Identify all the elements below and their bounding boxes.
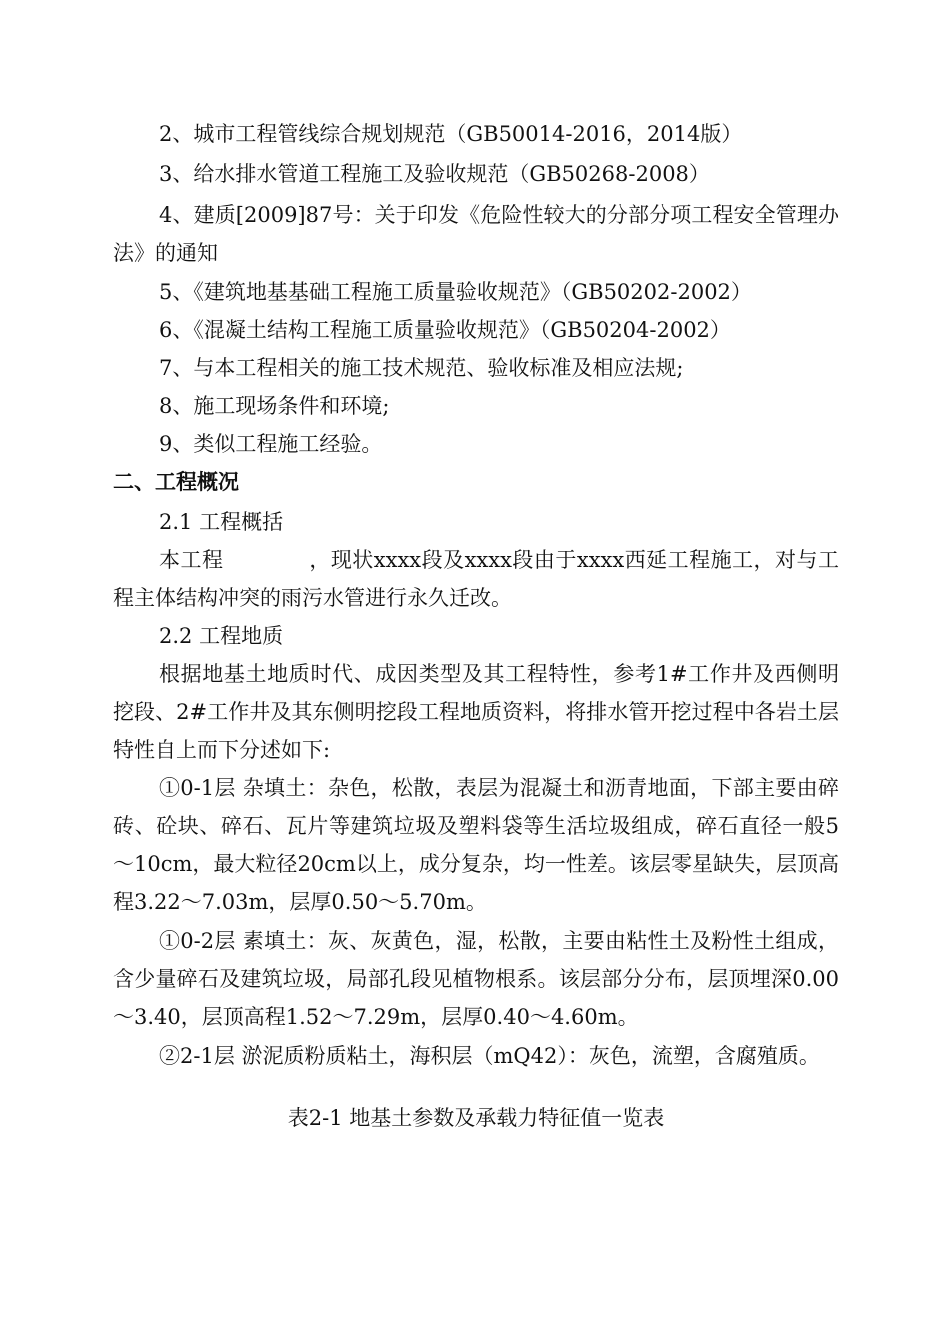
reference-item-3: 3、给水排水管道工程施工及验收规范（GB50268-2008） [159,162,710,186]
soil-layer-2-1: ②2-1层 淤泥质粉质粘土，海积层（mQ42）：灰色，流塑，含腐殖质。 [159,1044,820,1068]
reference-item-2: 2、城市工程管线综合规划规范（GB50014-2016，2014版） [159,122,743,146]
reference-item-9: 9、类似工程施工经验。 [159,432,383,456]
subsection-2-1-title: 2.1 工程概括 [159,510,284,534]
reference-item-5: 5、《建筑地基基础工程施工质量验收规范》（GB50202-2002） [159,280,752,304]
subsection-2-1-body: 本工程 ，现状xxxx段及xxxx段由于xxxx西延工程施工，对与工程主体结构冲突的雨污水管进行永久迁改。 [113,548,839,610]
soil-layer-0-2: ①0-2层 素填土：灰、灰黄色，湿，松散，主要由粘性土及粉性土组成，含少量碎石及建筑垃圾，局部孔段见植物根系。该层部分分布，层顶埋深0.00～3.40，层顶高程1.52～7.29m，层厚0.40～4.60m。 [113,929,839,1029]
reference-item-4: 4、建质[2009]87号：关于印发《危险性较大的分部分项工程安全管理办法》的通知 [113,203,839,265]
table-caption: 表2-1 地基土参数及承载力特征值一览表 [287,1106,665,1130]
soil-layer-0-1: ①0-1层 杂填土：杂色，松散，表层为混凝土和沥青地面，下部主要由碎砖、砼块、碎石、瓦片等建筑垃圾及塑料袋等生活垃圾组成，碎石直径一般5～10cm，最大粒径20cm以上，成分复杂，均一性差。该层零星缺失，层顶高程3.22～7.03m，层厚0.50～5.70m。 [113,776,839,914]
reference-item-7: 7、与本工程相关的施工技术规范、验收标准及相应法规; [159,356,684,380]
subsection-2-2-body: 根据地基土地质时代、成因类型及其工程特性，参考1#工作井及西侧明挖段、2#工作井及其东侧明挖段工程地质资料，将排水管开挖过程中各岩土层特性自上而下分述如下: [113,662,839,762]
reference-item-6: 6、《混凝土结构工程施工质量验收规范》（GB50204-2002） [159,318,731,342]
section-title: 二、工程概况 [113,470,239,494]
reference-item-8: 8、施工现场条件和环境; [159,394,390,418]
subsection-2-2-title: 2.2 工程地质 [159,624,284,648]
